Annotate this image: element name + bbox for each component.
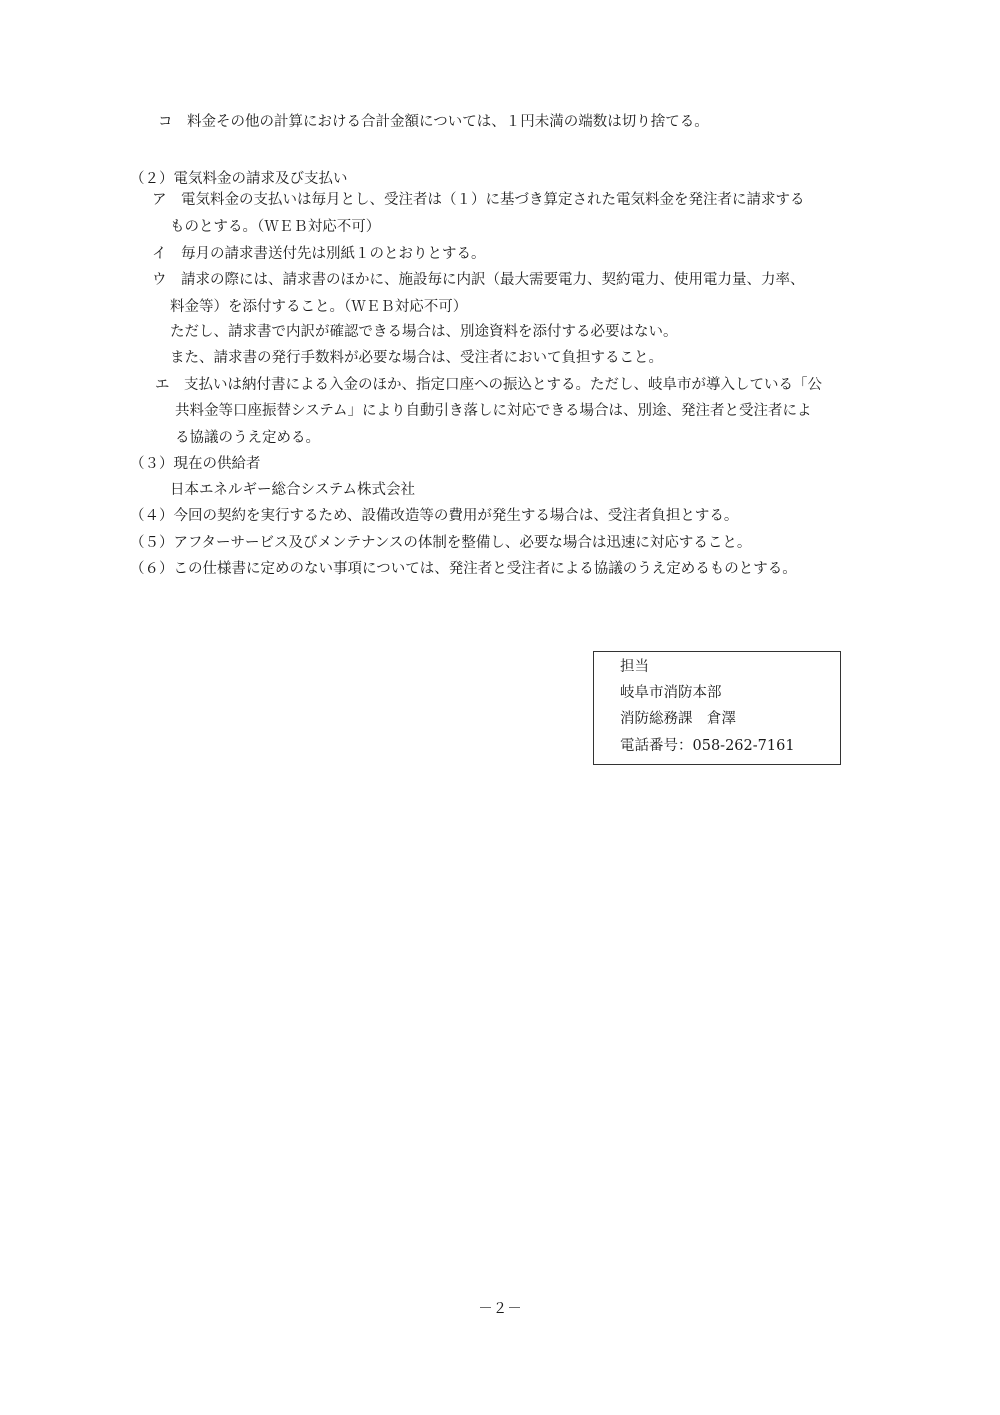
item-i: イ 毎月の請求書送付先は別紙１のとおりとする。	[152, 246, 486, 262]
item-ko: コ 料金その他の計算における合計金額については、１円未満の端数は切り捨てる。	[158, 114, 709, 130]
section-6: （６）この仕様書に定めのない事項については、発注者と受注者による協議のうえ定めるものとする。	[130, 561, 797, 577]
item-a-line2: ものとする。（ＷＥＢ対応不可）	[170, 219, 381, 235]
item-u-line3: ただし、請求書で内訳が確認できる場合は、別途資料を添付する必要はない。	[170, 324, 678, 340]
item-e-line3: る協議のうえ定める。	[175, 430, 320, 446]
item-u-line1: ウ 請求の際には、請求書のほかに、施設毎に内訳（最大需要電力、契約電力、使用電力量、力率、	[152, 272, 805, 288]
contact-label: 担当	[620, 659, 649, 675]
item-e-line2: 共料金等口座振替システム」により自動引き落しに対応できる場合は、別途、発注者と受注者によ	[175, 403, 812, 419]
current-supplier: 日本エネルギー総合システム株式会社	[170, 482, 416, 498]
contact-section-person: 消防総務課 倉澤	[620, 711, 736, 727]
contact-phone: 電話番号：058-262-7161	[620, 738, 795, 754]
item-e-line1: エ 支払いは納付書による入金のほか、指定口座への振込とする。ただし、岐阜市が導入している「公	[155, 377, 822, 393]
item-a-line1: ア 電気料金の支払いは毎月とし、受注者は（１）に基づき算定された電気料金を発注者に請求する	[152, 192, 805, 208]
contact-box	[593, 651, 841, 765]
contact-department: 岐阜市消防本部	[620, 685, 722, 701]
section-3-heading: （３）現在の供給者	[130, 456, 261, 472]
section-5: （５）アフターサービス及びメンテナンスの体制を整備し、必要な場合は迅速に対応すること。	[130, 535, 752, 551]
section-2-heading: （２）電気料金の請求及び支払い	[130, 171, 348, 187]
section-4: （４）今回の契約を実行するため、設備改造等の費用が発生する場合は、受注者負担とする。	[130, 508, 739, 524]
item-u-line2: 料金等）を添付すること。（ＷＥＢ対応不可）	[170, 299, 468, 315]
item-u-line4: また、請求書の発行手数料が必要な場合は、受注者において負担すること。	[170, 350, 663, 366]
page-number: －２－	[478, 1301, 522, 1317]
